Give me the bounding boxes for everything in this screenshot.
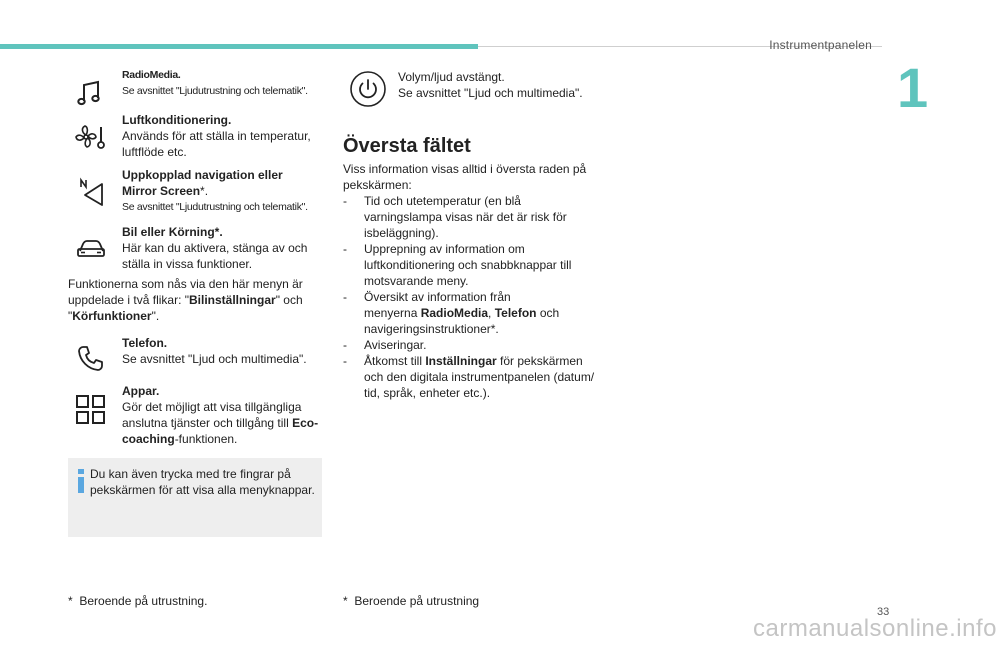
menu-name-phone: Telefon (494, 306, 537, 320)
item-description: -funktionen. (174, 432, 238, 446)
chapter-number: 1 (897, 56, 929, 119)
watermark: carmanualsonline.info (753, 615, 997, 642)
section-intro (343, 161, 603, 193)
list-text: menyerna (364, 306, 421, 320)
car-icon (74, 230, 108, 264)
list-item (343, 337, 608, 353)
tab-name-vehicle-settings: Bilinställningar (189, 293, 276, 307)
paragraph-text: " och (275, 293, 303, 307)
item-description: ställa in vissa funktioner. (122, 257, 253, 271)
tab-name-driving-functions: Körfunktioner (72, 309, 152, 323)
menu-name-settings: Inställningar (425, 354, 497, 368)
item-title-suffix: *. (200, 184, 209, 198)
footnote-text: Beroende på utrustning (354, 594, 480, 608)
paragraph-text: uppdelade i två flikar: " (68, 293, 189, 307)
info-note (68, 458, 322, 537)
mute-description (398, 69, 618, 101)
footnote-left (68, 594, 207, 608)
paragraph-line: Funktionerna som nås via den här menyn är (68, 277, 303, 291)
item-title: Appar. (122, 384, 160, 398)
item-title: Luftkonditionering. (122, 113, 232, 127)
list-dash: - (343, 194, 347, 208)
apps-grid-icon (74, 393, 108, 427)
list-line: Aviseringar. (364, 338, 427, 352)
intro-line: Viss information visas alltid i översta raden på (343, 162, 587, 176)
item-description: anslutna tjänster och tillgång till (122, 416, 293, 430)
list-line: Översikt av information från (364, 290, 511, 304)
item-title: RadioMedia. (122, 69, 181, 81)
list-line: tid, språk, enheter etc.). (364, 386, 491, 400)
list-text: , (488, 306, 495, 320)
note-line: Du kan även trycka med tre fingrar på (90, 467, 291, 481)
list-line: navigeringsinstruktioner*. (364, 322, 499, 336)
footnote-marker: * (68, 594, 73, 608)
item-description: Gör det möjligt att visa tillgängliga (122, 400, 302, 414)
list-text: för pekskärmen (496, 354, 583, 368)
footnote-right (343, 594, 479, 608)
list-line: varningslampa visas när det är risk för (364, 210, 567, 224)
list-line: isbeläggning). (364, 226, 439, 240)
list-line: luftkonditionering och snabbknappar till (364, 258, 572, 272)
top-bar-info-list (343, 193, 608, 401)
eco-coaching-term: coaching (122, 432, 175, 446)
list-dash: - (343, 290, 347, 304)
list-line: Upprepning av information om (364, 242, 525, 256)
item-description: Används för att ställa in temperatur, (122, 129, 311, 143)
menu-name-radiomedia: RadioMedia (420, 306, 489, 320)
footnote-marker: * (343, 594, 348, 608)
power-icon (349, 70, 387, 108)
note-line: pekskärmen för att visa alla menyknappar. (90, 483, 315, 497)
item-description: luftflöde etc. (122, 145, 187, 159)
mute-line: Se avsnittet "Ljud och multimedia". (398, 86, 583, 100)
item-description: Se avsnittet "Ljud och multimedia". (122, 352, 307, 366)
item-description: Här kan du aktivera, stänga av och (122, 241, 308, 255)
mute-line: Volym/ljud avstängt. (398, 70, 505, 84)
list-line: och den digitala instrumentpanelen (datum/ (364, 370, 595, 384)
footnote-text: Beroende på utrustning. (79, 594, 208, 608)
list-dash: - (343, 354, 347, 368)
paragraph-text: " (68, 309, 73, 323)
section-heading: Översta fältet (343, 135, 471, 157)
navigation-icon (74, 175, 108, 209)
list-line: motsvarande meny. (364, 274, 469, 288)
paragraph-text: ". (151, 309, 160, 323)
section-title: Instrumentpanelen (769, 38, 872, 52)
item-title: Mirror Screen (122, 184, 201, 198)
list-text: Åtkomst till (364, 354, 426, 368)
list-item (343, 193, 608, 241)
fan-thermometer-icon (74, 120, 108, 154)
intro-line: pekskärmen: (343, 178, 412, 192)
item-title: Bil eller Körning*. (122, 225, 223, 239)
list-dash: - (343, 242, 347, 256)
functions-paragraph (68, 276, 323, 324)
list-item (343, 241, 608, 289)
music-note-icon (74, 77, 108, 111)
header-accent-bar (0, 44, 478, 49)
list-dash: - (343, 338, 347, 352)
phone-icon (74, 341, 108, 375)
item-description: Se avsnittet "Ljudutrustning och telematik". (122, 201, 308, 213)
list-text: och (536, 306, 560, 320)
list-line: Tid och utetemperatur (en blå (364, 194, 521, 208)
item-description: Se avsnittet "Ljudutrustning och telematik". (122, 85, 308, 97)
page-number: 33 (877, 606, 890, 618)
item-title: Telefon. (122, 336, 168, 350)
eco-coaching-term: Eco- (292, 416, 319, 430)
info-icon (76, 468, 86, 494)
list-item (343, 353, 608, 401)
item-title: Uppkopplad navigation eller (122, 168, 283, 182)
list-item (343, 289, 608, 337)
